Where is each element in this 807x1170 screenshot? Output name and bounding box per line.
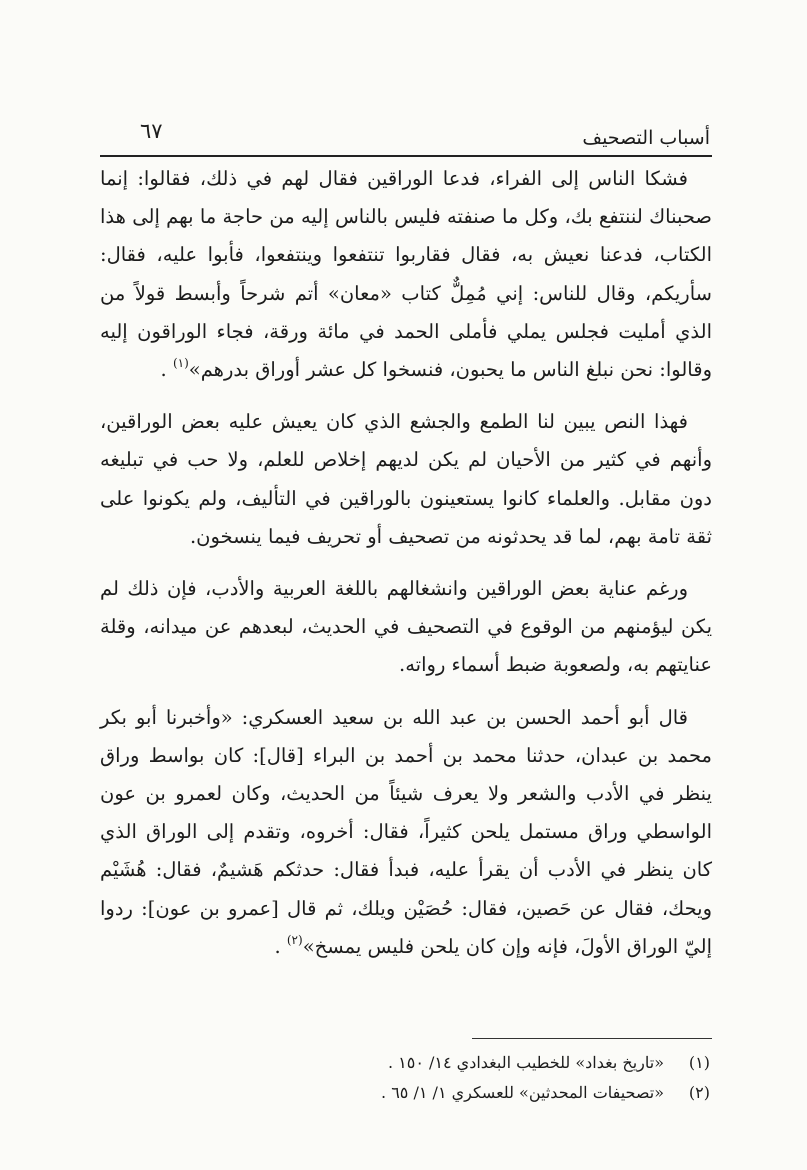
paragraph-greed: فهذا النص يبين لنا الطمع والجشع الذي كان يعيش عليه بعض الوراقين، وأنهم في كثير من الأحيان لم يكن لديهم إخلاص للعلم، ولا حب في تبليغه دون مقابل. والعلماء كانوا يستعينون بالوراقين في التأليف، ولم يكونوا على ثقة تامة بهم، لما قد يحدثونه من تصحيف أو تحريف فيما ينسخون. — [100, 410, 712, 548]
paragraph-farra-story — [100, 160, 712, 389]
paragraph-tail: . — [274, 934, 287, 958]
footnote-1 — [100, 1048, 710, 1078]
running-header — [100, 112, 712, 148]
footnote-number: (١) — [688, 1053, 710, 1072]
paragraph-warraqin-hadith: ورغم عناية بعض الوراقين وانشغالهم باللغة العربية والأدب، فإن ذلك لم يكن ليؤمنهم من الوقوع في التصحيف في الحديث، لبعدهم عن ميدانه، وقلة عنايتهم به، ولصعوبة ضبط أسماء رواته. — [100, 577, 712, 677]
book-page — [100, 112, 712, 1112]
paragraph-text: فشكا الناس إلى الفراء، فدعا الوراقين فقال لهم في ذلك، فقالوا: إنما صحبناك لننتفع بك، وكل ما صنفته فليس بالناس إليه من حاجة ما بهم إلى هذا الكتاب، فدعنا نعيش به، فقال فقاربوا تنتفعوا وينتفعوا، فأبوا عليه، فقال: سأريكم، وقال للناس: إني مُمِلٌّ كتاب «معان» أتم شرحاً وأبسط قولاً من الذي أمليت فجلس يملي فأملى الحمد في مائة ورقة، فجاء الوراقون إليه وقالوا: نحن نبلغ الناس ما يحبون، فنسخوا كل عشر أوراق بدرهم» — [100, 167, 712, 382]
footnote-text: «تاريخ بغداد» للخطيب البغدادي ١٤/ ١٥٠ . — [387, 1053, 664, 1072]
footnote-number: (٢) — [688, 1083, 710, 1102]
footnote-ref-1: (١) — [172, 356, 189, 371]
paragraph-text: قال أبو أحمد الحسن بن عبد الله بن سعيد العسكري: «وأخبرنا أبو بكر محمد بن عبدان، حدثنا محمد بن أحمد بن البراء [قال]: كان بواسط وراق ينظر في الأدب والشعر ولا يعرف شيئاً من الحديث، وكان لعمرو بن عون الواسطي وراق مستمل يلحن كثيراً، فقال: أخروه، وتقدم إلى الوراق الذي كان ينظر في الأدب أن يقرأ عليه، فبدأ فقال: حدثكم هَشيمٌ، فقال: هُشَيْم ويحك، فقال عن حَصين، فقال: حُصَيْن ويلك، ثم قال [عمرو بن عون]: ردوا إليّ الوراق الأولَ، فإنه وإن كان يلحن فليس يمسخ» — [100, 705, 712, 958]
running-title: أسباب التصحيف — [582, 127, 710, 149]
header-rule — [100, 155, 712, 157]
footnote-text: «تصحيفات المحدثين» للعسكري ١/ ١/ ٦٥ . — [381, 1083, 664, 1102]
footnote-ref-2: (٢) — [286, 932, 303, 947]
main-text — [100, 160, 712, 966]
paragraph-askari-quote — [100, 699, 712, 966]
page-number: ٦٧ — [140, 119, 163, 143]
footnotes — [100, 1048, 710, 1108]
paragraph-tail: . — [160, 358, 173, 382]
footnote-rule — [472, 1038, 712, 1039]
footnote-2 — [100, 1078, 710, 1108]
